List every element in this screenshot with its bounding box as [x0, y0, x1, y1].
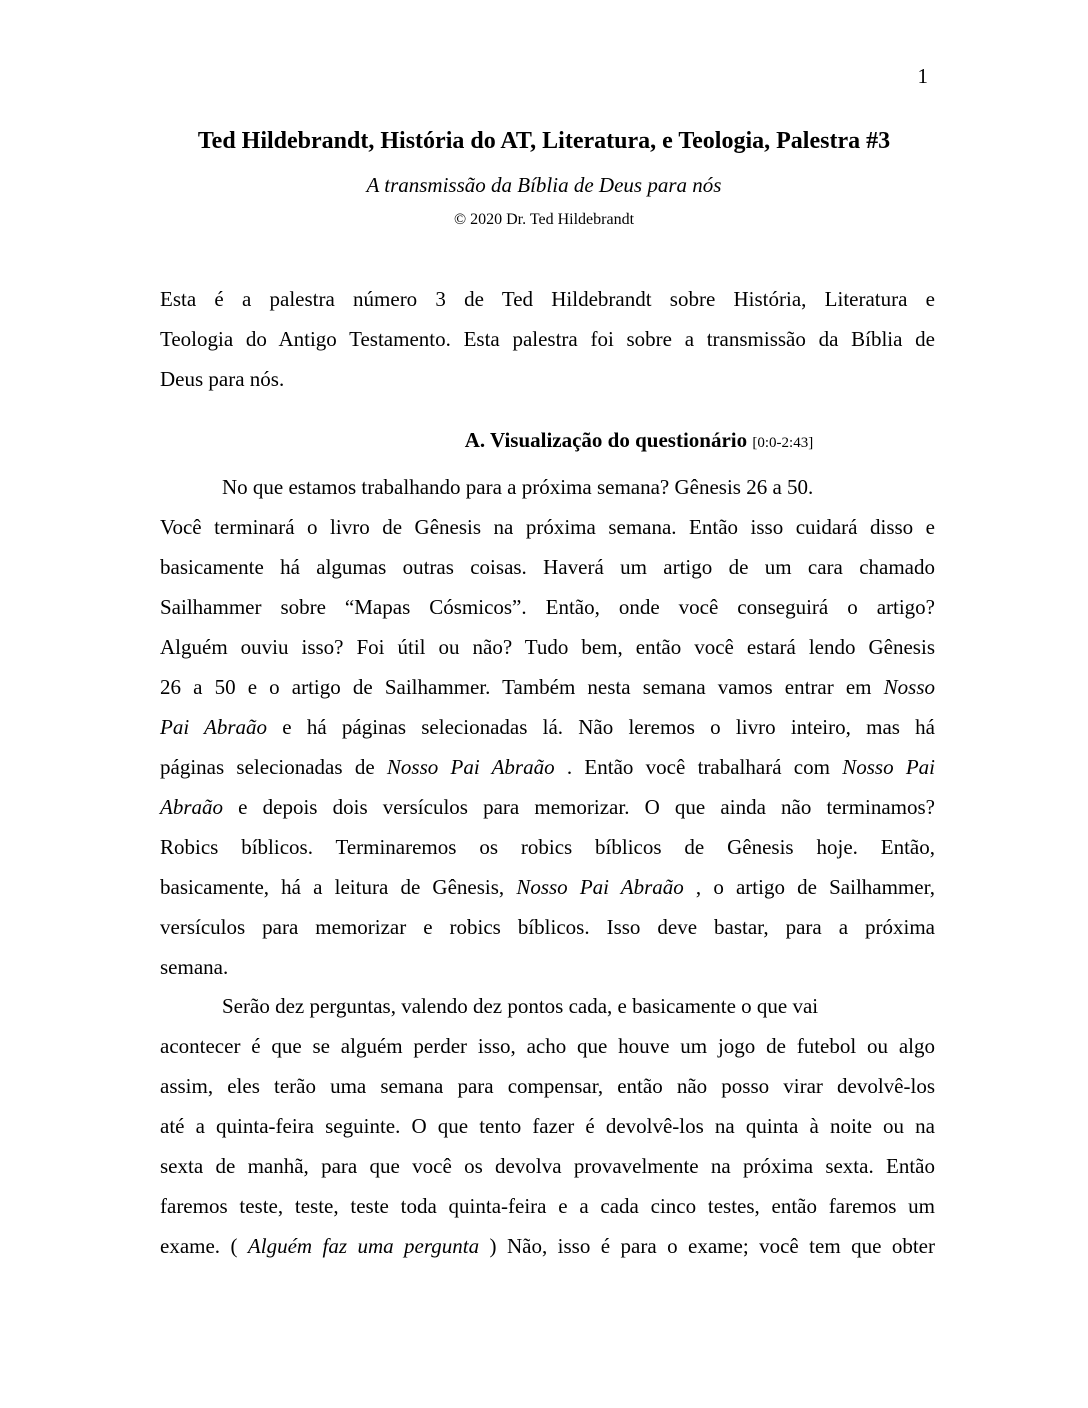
paragraph-line: semana. [160, 955, 229, 979]
paragraph-line: No que estamos trabalhando para a próxima semana? Gênesis 26 a 50. [222, 475, 814, 499]
paragraph-line: sexta de manhã, para que você os devolva provavelmente na próxima sexta. Então [160, 1154, 935, 1178]
text-run: , o artigo de Sailhammer, [683, 875, 935, 899]
text-run: basicamente, há a leitura de Gênesis, [160, 875, 517, 899]
paragraph-line: Robics bíblicos. Terminaremos os robics bíblicos de Gênesis hoje. Então, [160, 835, 935, 859]
paragraph-line: versículos para memorizar e robics bíblicos. Isso deve bastar, para a próxima [160, 915, 935, 939]
paragraph-line [160, 1226, 935, 1266]
section-heading-text: A. Visualização do questionário [464, 428, 748, 452]
text-run: ) Não, isso é para o exame; você tem que obter [479, 1234, 935, 1258]
intro-line: Deus para nós. [160, 367, 285, 391]
intro-line: Teologia do Antigo Testamento. Esta palestra foi sobre a transmissão da Bíblia de [160, 327, 935, 351]
intro-line: Esta é a palestra número 3 de Ted Hildebrandt sobre História, Literatura e [160, 287, 935, 311]
paragraph-line [160, 747, 935, 787]
body-paragraph-1 [160, 467, 935, 987]
paragraph-line: até a quinta-feira seguinte. O que tento fazer é devolvê-los na quinta à noite ou na [160, 1114, 935, 1138]
paragraph-line: Sailhammer sobre “Mapas Cósmicos”. Então, onde você conseguirá o artigo? [160, 595, 935, 619]
section-heading [0, 428, 1088, 453]
book-title: Abraão [160, 795, 223, 819]
text-run: 26 a 50 e o artigo de Sailhammer. Também nesta semana vamos entrar em [160, 675, 872, 699]
paragraph-line: basicamente há algumas outras coisas. Haverá um artigo de um cara chamado [160, 555, 935, 579]
page-number: 1 [917, 64, 928, 88]
section-timestamp: [0:0-2:43] [752, 435, 814, 451]
book-title: Nosso [883, 675, 936, 699]
intro-paragraph [160, 279, 935, 399]
book-title: Nosso Pai Abraão [386, 755, 555, 779]
document-title: Ted Hildebrandt, História do AT, Literatura, e Teologia, Palestra #3 [197, 128, 891, 154]
paragraph-line: assim, eles terão uma semana para compensar, então não posso virar devolvê-los [160, 1074, 935, 1098]
stage-direction: Alguém faz uma pergunta [247, 1234, 480, 1258]
body-paragraph-2 [160, 986, 935, 1266]
text-run: e depois dois versículos para memorizar. O que ainda não terminamos? [223, 795, 935, 819]
document-subtitle: A transmissão da Bíblia de Deus para nós [366, 173, 722, 197]
paragraph-line [160, 867, 935, 907]
text-run: e há páginas selecionadas lá. Não leremos o livro inteiro, mas há [267, 715, 935, 739]
paragraph-line [160, 667, 935, 707]
paragraph-line: Você terminará o livro de Gênesis na próxima semana. Então isso cuidará disso e [160, 515, 935, 539]
paragraph-line: Serão dez perguntas, valendo dez pontos cada, e basicamente o que vai [222, 994, 819, 1018]
paragraph-line: Alguém ouviu isso? Foi útil ou não? Tudo bem, então você estará lendo Gênesis [160, 635, 935, 659]
text-run: exame. ( [160, 1234, 248, 1258]
text-run: . Então você trabalhará com [554, 755, 843, 779]
text-run: páginas selecionadas de [160, 755, 387, 779]
paragraph-line: faremos teste, teste, teste toda quinta-feira e a cada cinco testes, então faremos um [160, 1194, 935, 1218]
paragraph-line [160, 707, 935, 747]
paragraph-line [160, 787, 935, 827]
book-title: Nosso Pai Abraão [516, 875, 684, 899]
paragraph-line: acontecer é que se alguém perder isso, acho que houve um jogo de futebol ou algo [160, 1034, 935, 1058]
book-title: Nosso Pai [842, 755, 936, 779]
book-title: Pai Abraão [160, 715, 268, 739]
copyright-notice: © 2020 Dr. Ted Hildebrandt [453, 211, 635, 228]
